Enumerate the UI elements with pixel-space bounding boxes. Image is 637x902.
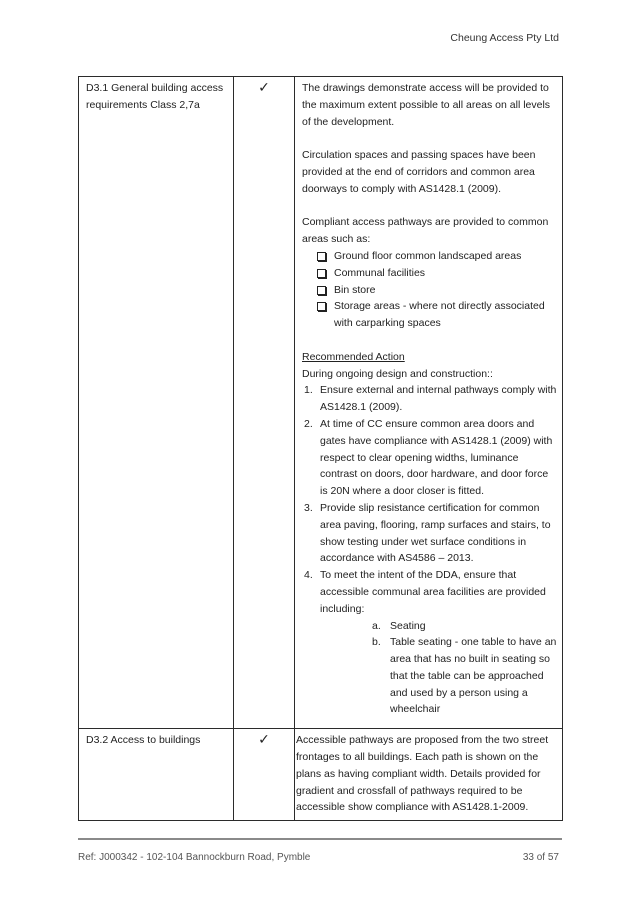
document-reference: Ref: J000342 - 102-104 Bannockburn Road, Pymble [78, 852, 311, 863]
comment-cell [295, 77, 563, 729]
checkmark-icon: ✓ [258, 79, 270, 95]
compliance-cell [234, 77, 295, 729]
common-areas-list [302, 248, 558, 332]
table-row [79, 729, 563, 821]
footer-divider [78, 838, 562, 840]
list-item: Storage areas - where not directly associated with carparking spaces [317, 298, 558, 332]
requirement-label: D3.1 General building access requirements Class 2,7a [86, 82, 224, 111]
requirement-cell [79, 729, 234, 821]
action-item: 2. At time of CC ensure common area doors and gates have compliance with AS1428.1 (2009) with respect to clear opening widths, luminance contrast on doors, door hardware, and door force is 20N where a door closer is fitted. [304, 417, 553, 498]
action-item: 4. To meet the intent of the DDA, ensure that accessible communal area facilities are provided including: a. Seating b. Table seating - one table to have an area that has no built in seating so that the table can be approached and used by a person using a wheelchair [302, 567, 558, 718]
requirement-cell [79, 77, 234, 729]
compliance-cell [234, 729, 295, 821]
action-item: 3. Provide slip resistance certification for common area paving, flooring, ramp surfaces and stairs, to show testing under wet surface conditions in accordance with AS4586 – 2013. [304, 501, 551, 565]
sub-item: b. Table seating - one table to have an area that has no built in seating so that the table can be approached and used by a person using a wheelchair [372, 636, 557, 716]
checkmark-icon: ✓ [258, 731, 270, 748]
recommended-action-intro: During ongoing design and construction:: [302, 367, 493, 380]
checkbox-bullet-icon [317, 252, 326, 261]
checkbox-bullet-icon [317, 269, 326, 278]
list-item: Bin store [317, 282, 558, 299]
list-item: Ground floor common landscaped areas [317, 248, 558, 265]
sub-item: a. Seating [372, 619, 426, 632]
comment-paragraph: Compliant access pathways are provided to common areas such as: [302, 216, 549, 246]
requirements-table [78, 76, 563, 821]
action-item: 1. Ensure external and internal pathways comply with AS1428.1 (2009). [304, 384, 557, 414]
page-number: 33 of 57 [522, 852, 559, 863]
comment-paragraph: The drawings demonstrate access will be provided to the maximum extent possible to all areas on all levels of the development. [302, 82, 551, 128]
comment-cell [295, 729, 563, 821]
facility-sublist [320, 618, 558, 719]
requirement-label: D3.2 Access to buildings [86, 734, 201, 747]
list-item: Communal facilities [317, 265, 558, 282]
checkbox-bullet-icon [317, 302, 326, 311]
recommended-action-heading: Recommended Action [302, 350, 405, 363]
checkbox-bullet-icon [317, 286, 326, 295]
comment-paragraph: Circulation spaces and passing spaces have been provided at the end of corridors and common area doorways to comply with AS1428.1 (2009). [302, 149, 536, 195]
company-name: Cheung Access Pty Ltd [450, 32, 559, 44]
table-row [79, 77, 563, 729]
comment-paragraph: Accessible pathways are proposed from the two street frontages to all buildings. Each path is shown on the plans as having compliant width. Details provided for gradient and crossfall of pathways required to be accessible show compliance with AS1428.1-2009. [296, 734, 549, 814]
action-list [302, 382, 558, 718]
